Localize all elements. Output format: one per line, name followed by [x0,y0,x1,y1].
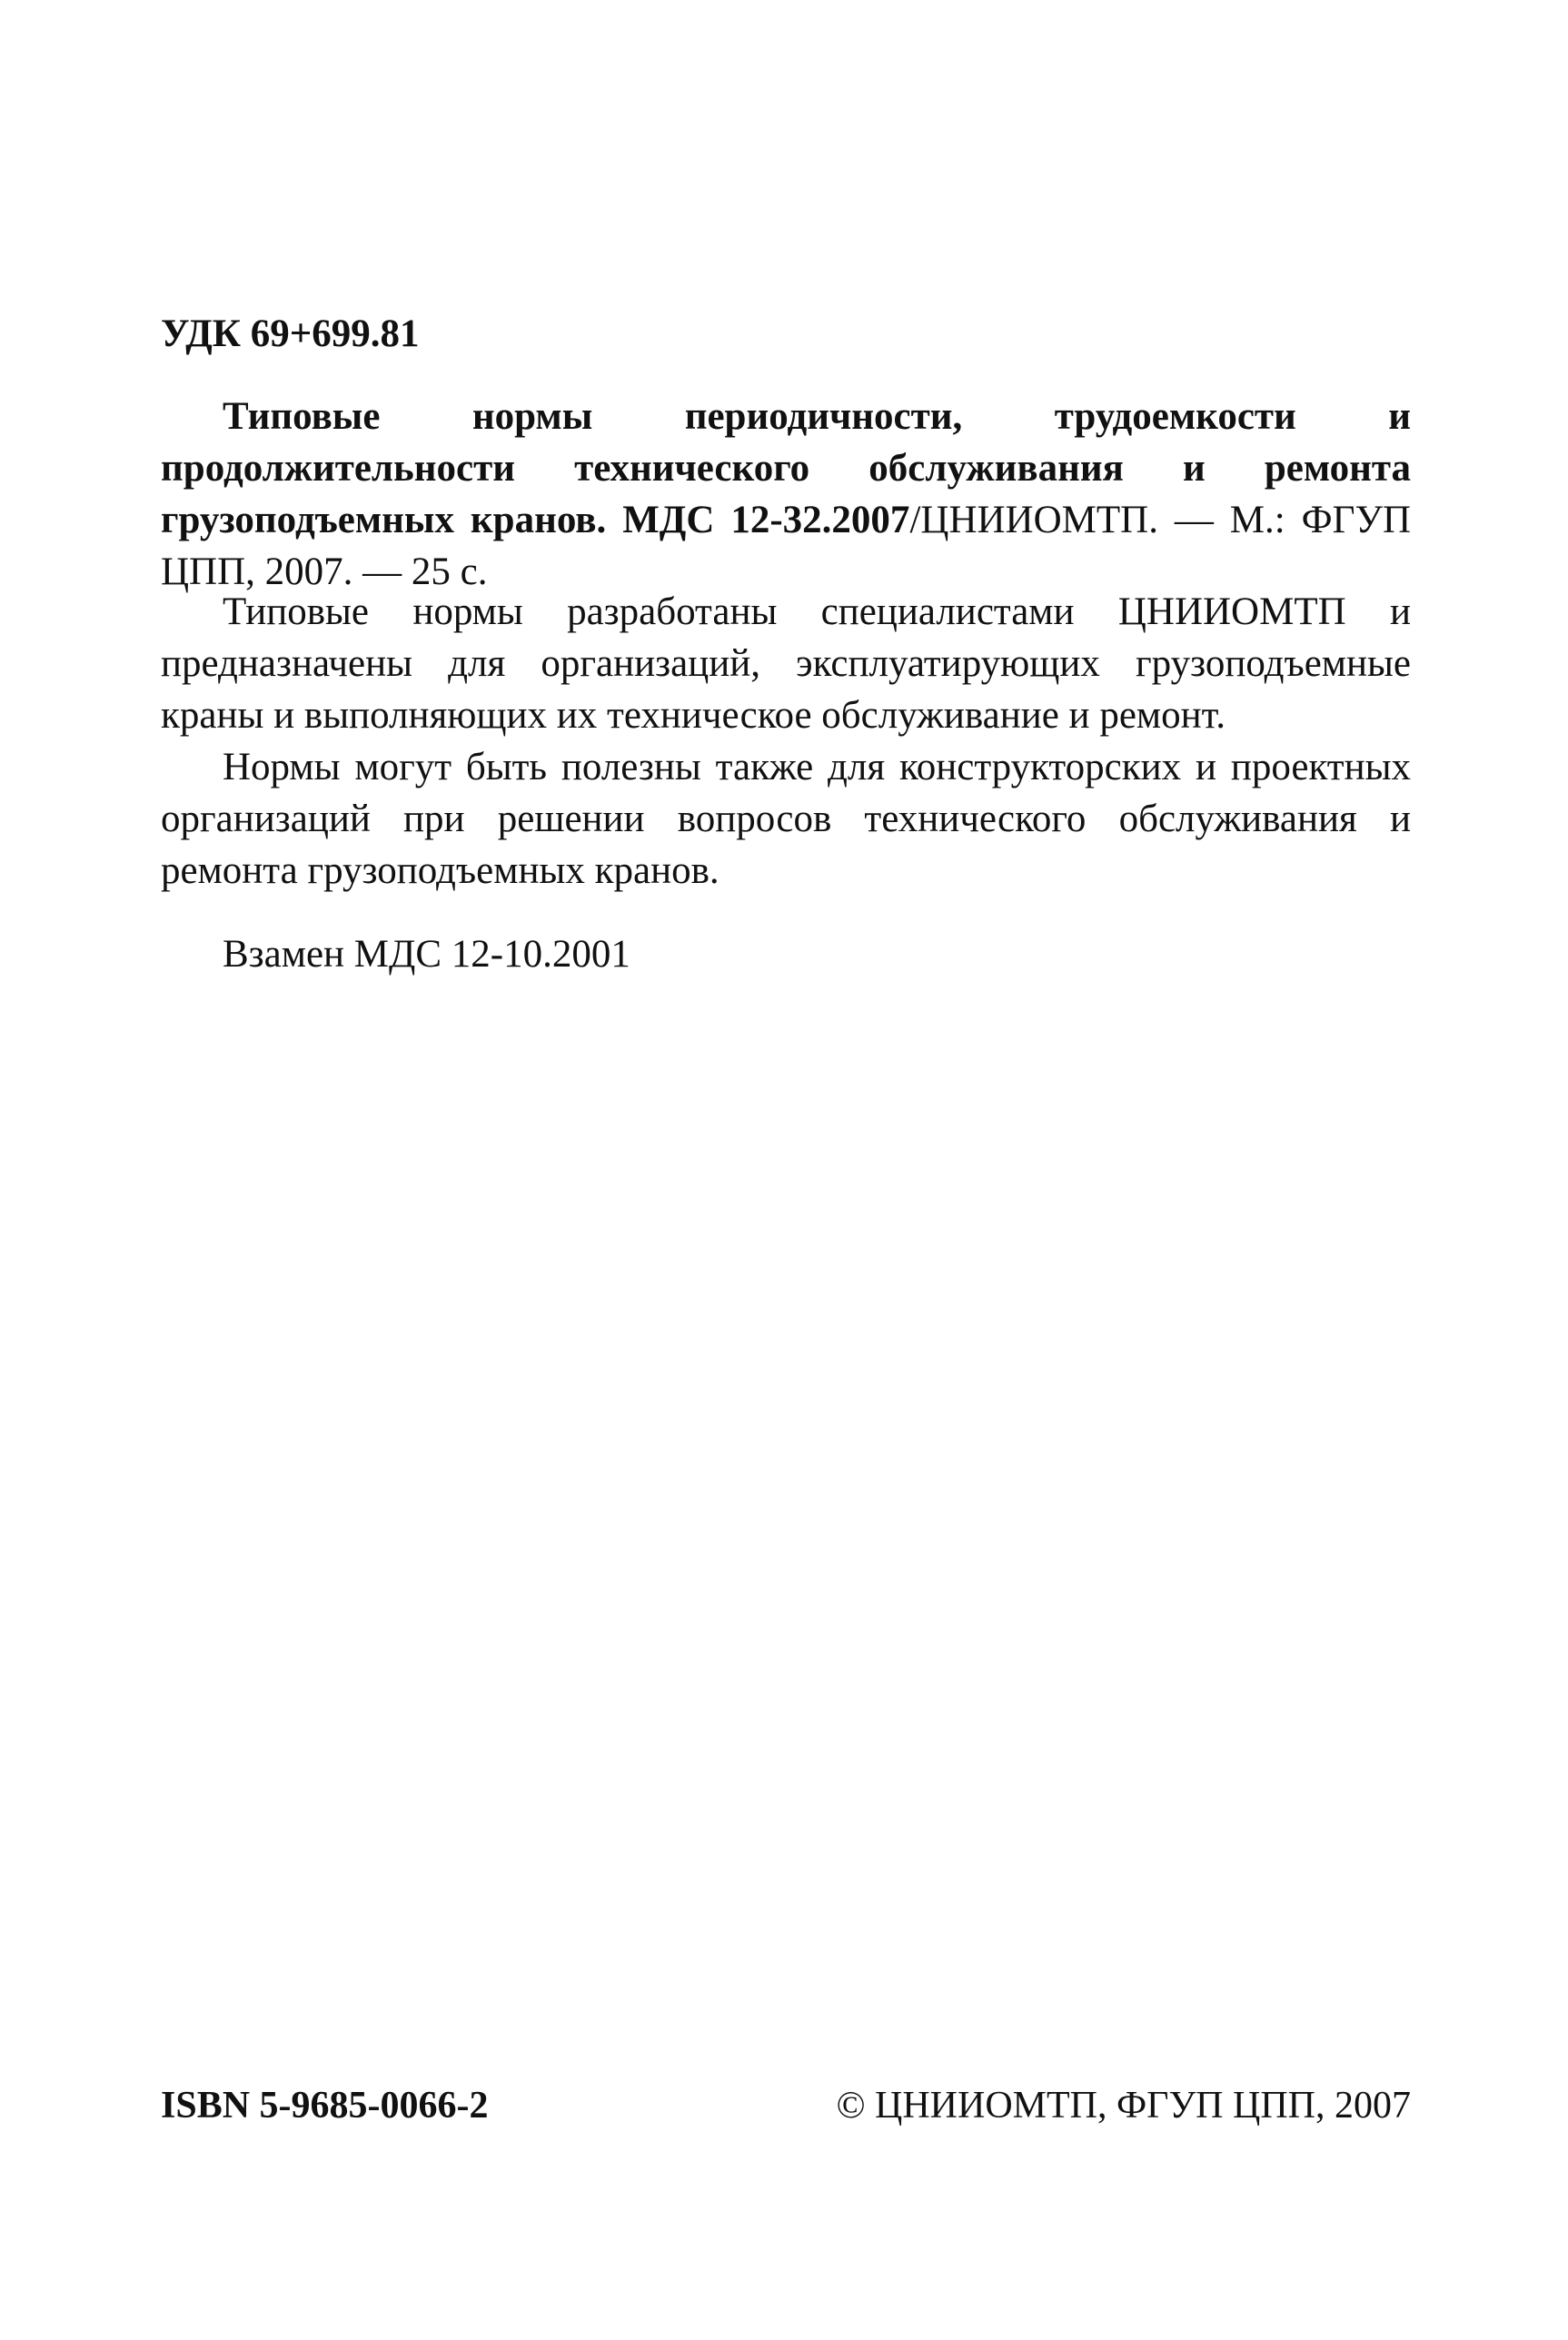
bibliographic-reference [161,391,1411,598]
annotation [161,586,1411,897]
document-imprint: /ЦНИИОМТП. — М.: ФГУП ЦПП, 2007. — 25 с. [161,499,1411,593]
annotation-paragraph-2: Нормы могут быть полезны также для конструкторских и проектных организаций при решении вопросов технического обслуживания и ремонта грузоподъемных кранов. [161,746,1411,892]
copyright: © ЦНИИОМТП, ФГУП ЦПП, 2007 [836,2085,1411,2127]
document-title: Типовые нормы периодичности, трудоемкости и продолжительности технического обслуживания и ремонта грузоподъемных кранов. [161,395,1411,541]
document-code: МДС 12-32.2007 [622,499,910,541]
footer [161,2080,1411,2131]
annotation-paragraph-1: Типовые нормы разработаны специалистами ЦНИИОМТП и предназначены для организаций, эксплуатирующих грузоподъемные краны и выполняющих их техническое обслуживание и ремонт. [161,590,1411,737]
replaces-note: Взамен МДС 12-10.2001 [223,933,630,976]
udk-code: УДК 69+699.81 [161,312,420,355]
isbn: ISBN 5-9685-0066-2 [161,2085,489,2127]
